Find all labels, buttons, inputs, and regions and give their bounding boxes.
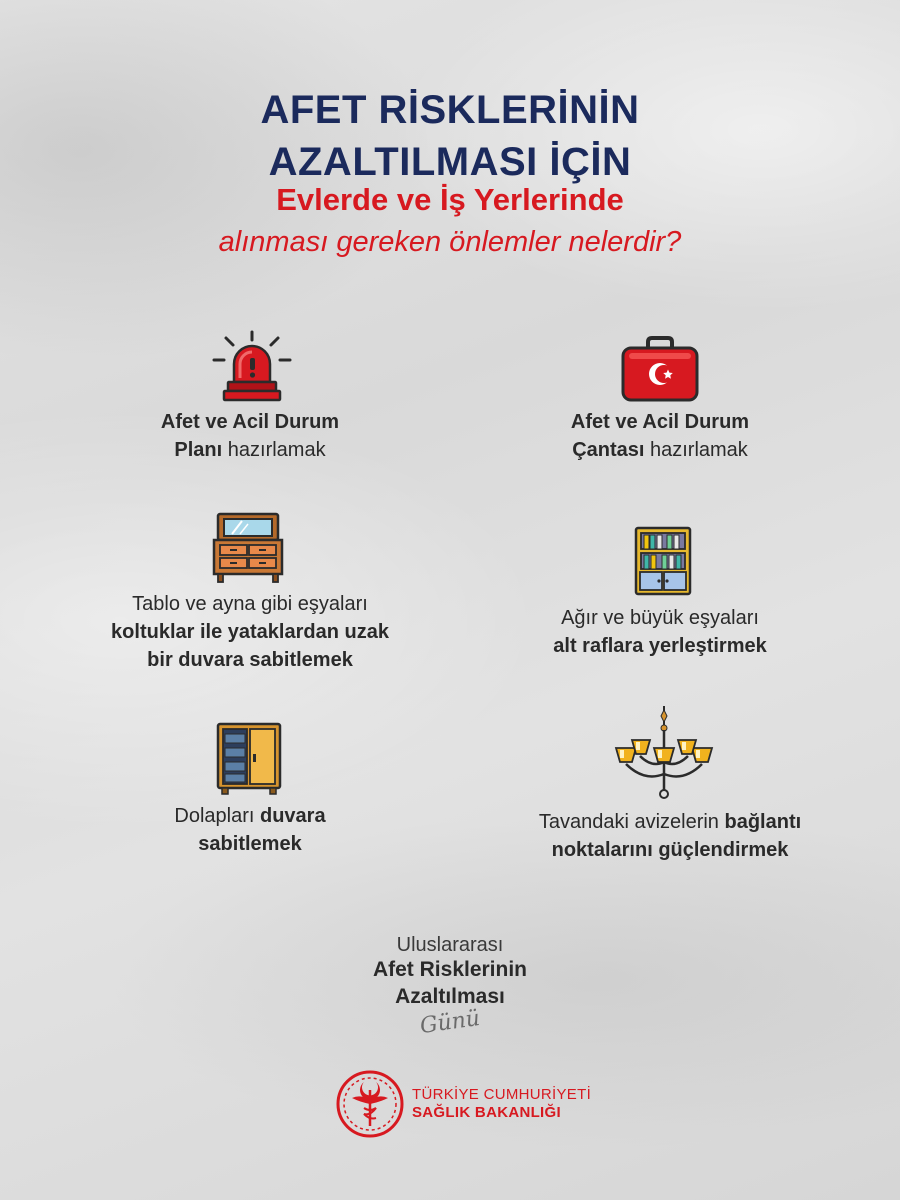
ministry-emblem-icon [334, 1068, 406, 1140]
ministry-line1: TÜRKİYE CUMHURİYETİ [412, 1086, 592, 1103]
item-chandelier-text [480, 808, 860, 864]
subtitle-line-1: Evlerde ve İş Yerlerinde [276, 182, 624, 217]
item-wardrobe-line1-rest: Dolapları [174, 805, 260, 827]
item-mirror-line3: bir duvara sabitlemek [147, 649, 353, 671]
wardrobe-icon [216, 722, 282, 796]
item-shelf-line1: Ağır ve büyük eşyaları [561, 607, 759, 629]
chandelier-icon [614, 704, 714, 804]
item-bag-line1: Afet ve Acil Durum [570, 411, 750, 433]
item-mirror-line2: koltuklar ile yataklardan uzak [111, 621, 389, 643]
item-chandelier-line1-rest: Tavandaki avizelerin [538, 811, 725, 833]
subtitle-line-2: alınması gereken önlemler nelerdir? [218, 226, 682, 258]
item-mirror-text [60, 590, 440, 674]
emergency-bag-icon [620, 336, 700, 402]
item-chandelier-line2: noktalarını güçlendirmek [551, 839, 789, 861]
ministry-line2: SAĞLIK BAKANLIĞI [412, 1104, 561, 1121]
bookshelf-icon [634, 526, 692, 598]
item-plan-line1: Afet ve Acil Durum [160, 411, 340, 433]
dresser-mirror-icon [212, 512, 284, 584]
footer-uluslararasi: Uluslararası [396, 934, 504, 956]
title-line-1: AFET RİSKLERİNİN [260, 88, 640, 132]
item-bag-line2-bold: Çantası [572, 439, 645, 461]
title-line-2: AZALTILMASI İÇİN [268, 140, 632, 184]
item-plan-line2-rest: hazırlamak [222, 439, 326, 461]
item-shelf-line2: alt raflara yerleştirmek [553, 635, 767, 657]
item-wardrobe-line2: sabitlemek [198, 833, 302, 855]
footer-azaltilmasi: Azaltılması [395, 985, 505, 1008]
item-chandelier-line1-bold: bağlantı [724, 811, 802, 833]
item-shelf-text [500, 604, 820, 660]
footer-gunu-signature: Günü [418, 1005, 482, 1040]
footer-afet-risklerinin: Afet Risklerinin [372, 958, 528, 981]
item-bag-text [510, 408, 810, 464]
item-plan-text [100, 408, 400, 464]
item-wardrobe-line1-bold: duvara [260, 805, 326, 827]
siren-icon [212, 330, 292, 402]
item-wardrobe-text [100, 802, 400, 858]
item-mirror-line1: Tablo ve ayna gibi eşyaları [132, 593, 368, 615]
item-plan-line2-bold: Planı [174, 439, 223, 461]
item-bag-line2-rest: hazırlamak [644, 439, 748, 461]
